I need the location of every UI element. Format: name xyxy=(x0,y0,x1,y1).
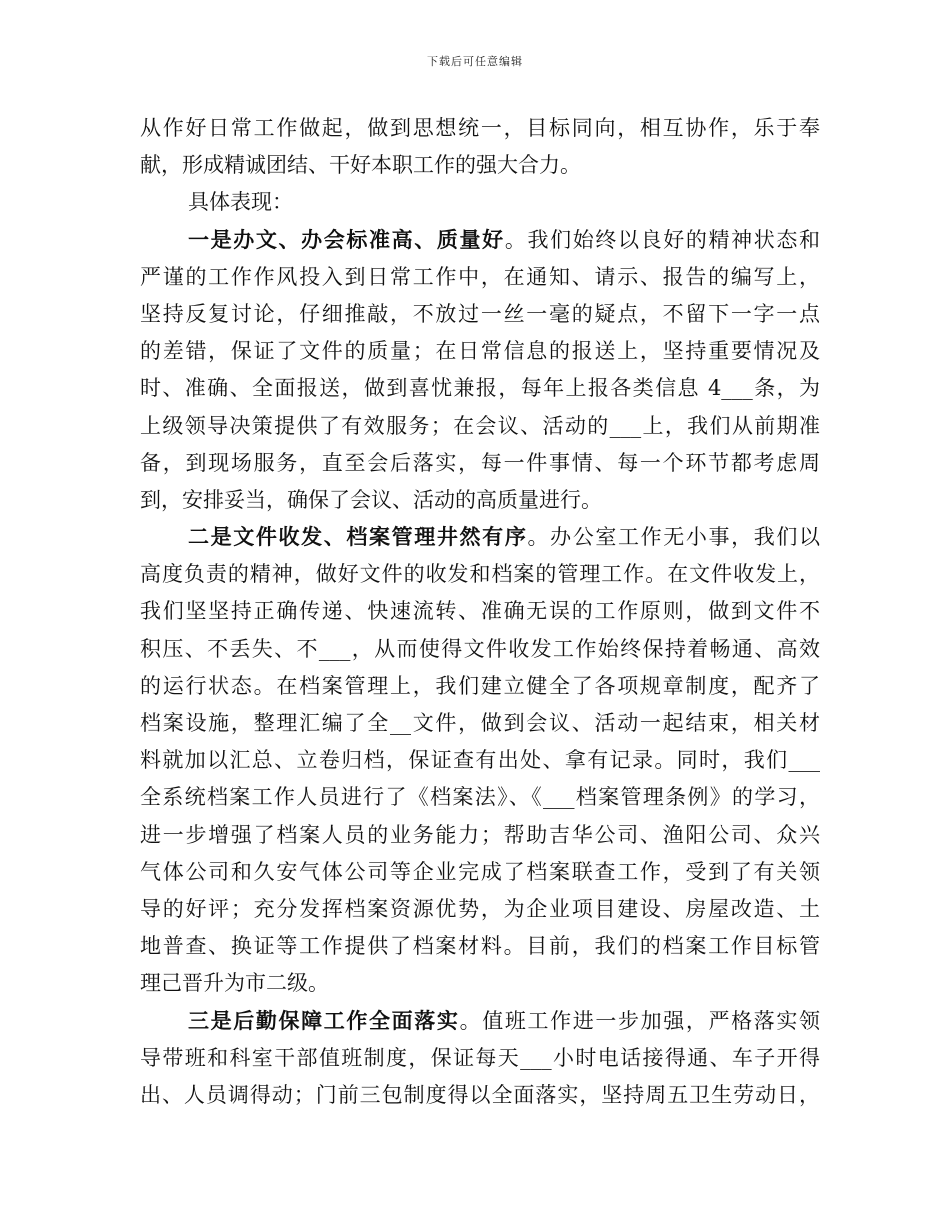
text-line xyxy=(140,336,820,373)
bold-heading: 一是办文、办会标准高、质量好 xyxy=(188,227,505,252)
line-text: 的运行状态。在档案管理上，我们建立健全了各项规章制度，配齐了 xyxy=(140,673,820,698)
text-line xyxy=(140,559,820,596)
text-line xyxy=(140,596,820,633)
text-line xyxy=(140,150,820,187)
text-line xyxy=(140,1043,820,1080)
page-header: 下载后可任意编辑 xyxy=(427,55,523,68)
bold-heading: 二是文件收发、档案管理井然有序 xyxy=(188,525,528,550)
line-text: 全系统档案工作人员进行了《档案法》、《___档案管理条例》的学习， xyxy=(140,785,820,810)
text-line xyxy=(140,782,820,819)
text-line xyxy=(140,745,820,782)
text-line xyxy=(140,894,820,931)
bold-heading: 三是后勤保障工作全面落实 xyxy=(188,1008,460,1033)
text-line xyxy=(140,1080,820,1117)
text-line xyxy=(140,708,820,745)
line-text: 。值班工作进一步加强，严格落实领 xyxy=(459,1008,820,1033)
text-line xyxy=(140,262,820,299)
text-line xyxy=(140,968,820,1005)
text-line xyxy=(140,820,820,857)
text-line xyxy=(140,522,820,559)
line-text: 时、准确、全面报送，做到喜忧兼报，每年上报各类信息 4___条，为 xyxy=(140,376,820,401)
line-text: 上级领导决策提供了有效服务；在会议、活动的___上，我们从前期准 xyxy=(140,413,820,438)
line-text: 坚持反复讨论，仔细推敲，不放过一丝一毫的疑点，不留下一字一点 xyxy=(140,301,820,326)
line-text: 从作好日常工作做起，做到思想统一，目标同向，相互协作，乐于奉 xyxy=(140,116,820,140)
line-text: 高度负责的精神，做好文件的收发和档案的管理工作。在文件收发上， xyxy=(140,562,820,587)
text-line xyxy=(140,113,820,150)
text-line xyxy=(140,1006,820,1043)
line-text: 地普查、换证等工作提供了档案材料。目前，我们的档案工作目标管 xyxy=(140,934,820,959)
line-text: 料就加以汇总、立卷归档，保证查有出处、拿有记录。同时，我们___ xyxy=(140,748,820,773)
text-line xyxy=(140,671,820,708)
text-line xyxy=(140,373,820,410)
text-line xyxy=(140,225,820,262)
line-text: 积压、不丢失、不___，从而使得文件收发工作始终保持着畅通、高效 xyxy=(140,636,820,661)
text-line xyxy=(140,485,820,522)
line-text: 到，安排妥当，确保了会议、活动的高质量进行。 xyxy=(140,487,602,512)
text-line xyxy=(140,448,820,485)
text-line xyxy=(140,634,820,671)
line-text: 。我们始终以良好的精神状态和 xyxy=(504,227,820,252)
text-line xyxy=(140,299,820,336)
line-text: 我们坚坚持正确传递、快速流转、准确无误的工作原则，做到文件不 xyxy=(140,599,820,624)
line-text: 具体表现： xyxy=(188,190,293,215)
line-text: 出、人员调得动；门前三包制度得以全面落实，坚持周五卫生劳动日， xyxy=(140,1082,820,1107)
line-text: 的差错，保证了文件的质量；在日常信息的报送上，坚持重要情况及 xyxy=(140,339,820,364)
text-line xyxy=(140,857,820,894)
line-text: 严谨的工作作风投入到日常工作中，在通知、请示、报告的编写上， xyxy=(140,264,820,289)
text-line xyxy=(140,411,820,448)
text-line xyxy=(140,931,820,968)
line-text: 进一步增强了档案人员的业务能力；帮助吉华公司、渔阳公司、众兴 xyxy=(140,822,820,847)
line-text: 档案设施，整理汇编了全__文件，做到会议、活动一起结束，相关材 xyxy=(140,711,820,735)
line-text: 备，到现场服务，直至会后落实，每一件事情、每一个环节都考虑周 xyxy=(140,450,820,475)
line-text: 导带班和科室干部值班制度，保证每天___小时电话接得通、车子开得 xyxy=(140,1045,820,1070)
line-text: 。办公室工作无小事，我们以 xyxy=(527,525,820,550)
line-text: 气体公司和久安气体公司等企业完成了档案联查工作，受到了有关领 xyxy=(140,859,820,884)
line-text: 献，形成精诚团结、干好本职工作的强大合力。 xyxy=(140,153,581,178)
line-text: 理己晋升为市二级。 xyxy=(140,971,329,996)
text-line xyxy=(140,187,820,224)
line-text: 导的好评；充分发挥档案资源优势，为企业项目建设、房屋改造、土 xyxy=(140,896,820,921)
document-body xyxy=(140,113,820,1117)
